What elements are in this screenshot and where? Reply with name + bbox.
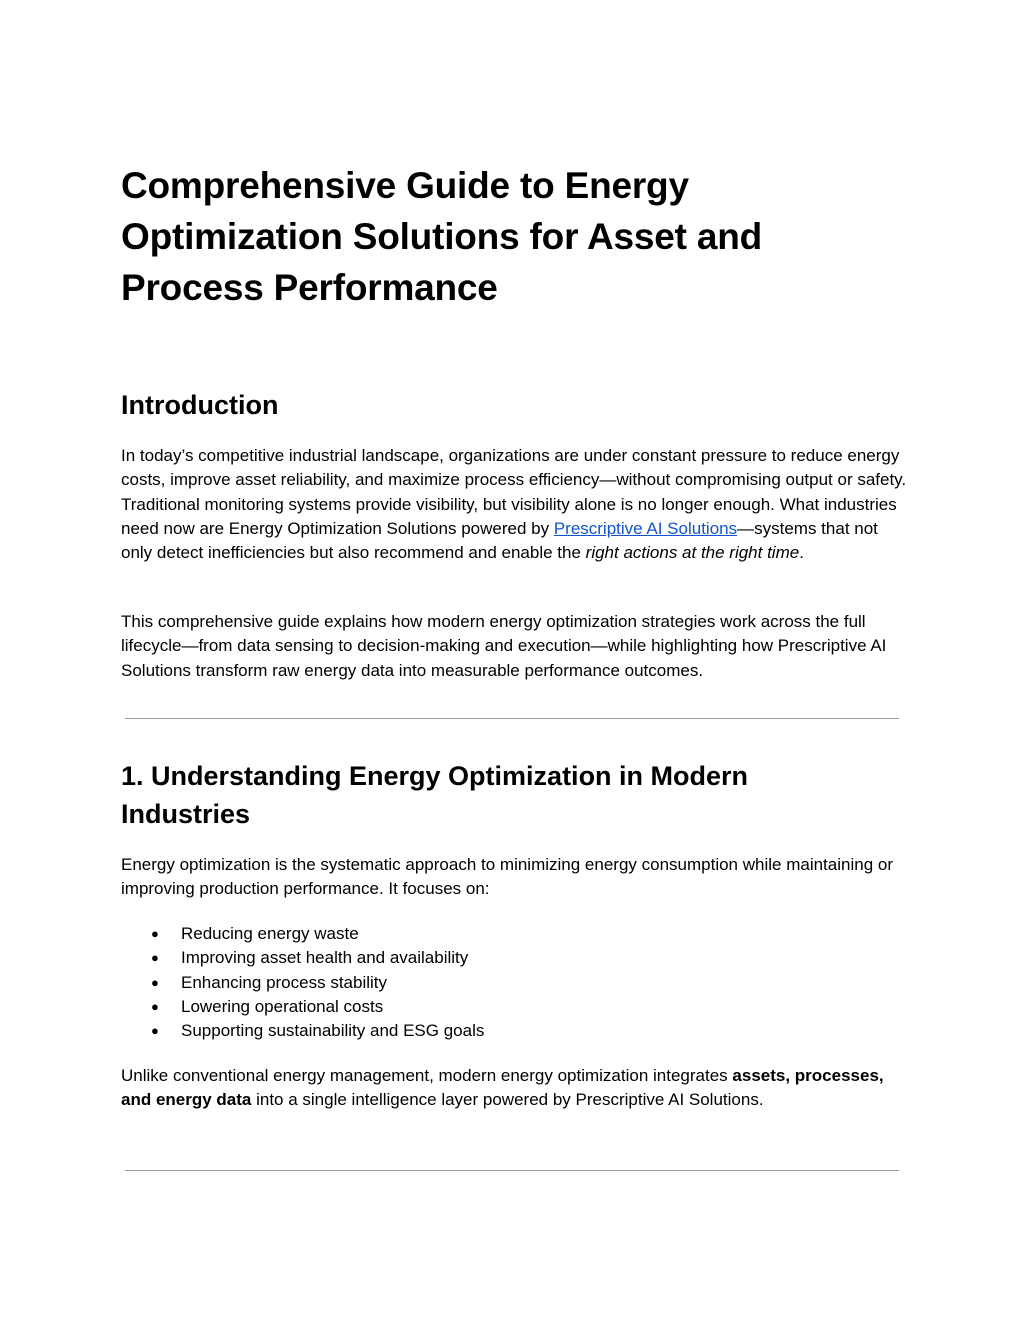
intro-text-after-link: —systems that not only detect inefficiencies but also recommend and enable the bbox=[121, 518, 878, 563]
list-item bbox=[121, 995, 484, 1019]
bullet-icon: ● bbox=[151, 974, 159, 990]
document-title: Comprehensive Guide to Energy Optimization Solutions for Asset and Process Performance bbox=[121, 165, 763, 308]
introduction-paragraph-1 bbox=[121, 444, 911, 565]
list-item-text: Enhancing process stability bbox=[181, 972, 388, 992]
list-item bbox=[121, 1019, 484, 1043]
intro-text-end: . bbox=[799, 543, 804, 563]
section-divider bbox=[125, 718, 899, 719]
intro-text-before-link: In today’s competitive industrial landscape, organizations are under constant pressure to reduce energy costs, improve asset reliability, and maximize process efficiency—without compromising output or safety. Traditional monitoring systems provide visibility, but visibility alone is no longer enough. What industries need now are Energy Optimization Solutions powered by bbox=[121, 446, 907, 538]
section-1-paragraph-1: Energy optimization is the systematic approach to minimizing energy consumption while maintaining or improving production performance. It focuses on: bbox=[121, 855, 893, 899]
list-item bbox=[121, 971, 484, 995]
list-item-text: Reducing energy waste bbox=[181, 924, 359, 943]
list-item-text: Improving asset health and availability bbox=[181, 948, 469, 968]
section-1-paragraph-2 bbox=[121, 1064, 911, 1113]
introduction-paragraph-2: This comprehensive guide explains how modern energy optimization strategies work across the full lifecycle—from data sensing to decision-making and execution—while highlighting how Prescriptive AI Solutions transform raw energy data into measurable performance outcomes. bbox=[121, 612, 887, 680]
bullet-icon: ● bbox=[151, 998, 159, 1014]
section-1-heading: 1. Understanding Energy Optimization in Modern Industries bbox=[121, 761, 749, 829]
section-1-text-after-bold: into a single intelligence layer powered by Prescriptive AI Solutions. bbox=[251, 1090, 764, 1110]
section-1-text-before-bold: Unlike conventional energy management, modern energy optimization integrates bbox=[121, 1066, 733, 1085]
section-1-bold-text: assets, processes, and energy data bbox=[121, 1066, 884, 1110]
bullet-icon: ● bbox=[151, 926, 159, 941]
list-item-text: Lowering operational costs bbox=[181, 996, 384, 1016]
bullet-icon: ● bbox=[151, 1023, 159, 1039]
focus-list bbox=[121, 922, 484, 1043]
introduction-heading: Introduction bbox=[121, 390, 279, 420]
prescriptive-ai-solutions-link[interactable]: Prescriptive AI Solutions bbox=[553, 518, 738, 538]
list-item-text: Supporting sustainability and ESG goals bbox=[181, 1021, 485, 1041]
section-divider bbox=[125, 1170, 899, 1171]
list-item bbox=[121, 922, 484, 946]
list-item bbox=[121, 946, 484, 970]
bullet-icon: ● bbox=[151, 950, 159, 966]
intro-italic-text: right actions at the right time bbox=[585, 543, 800, 563]
